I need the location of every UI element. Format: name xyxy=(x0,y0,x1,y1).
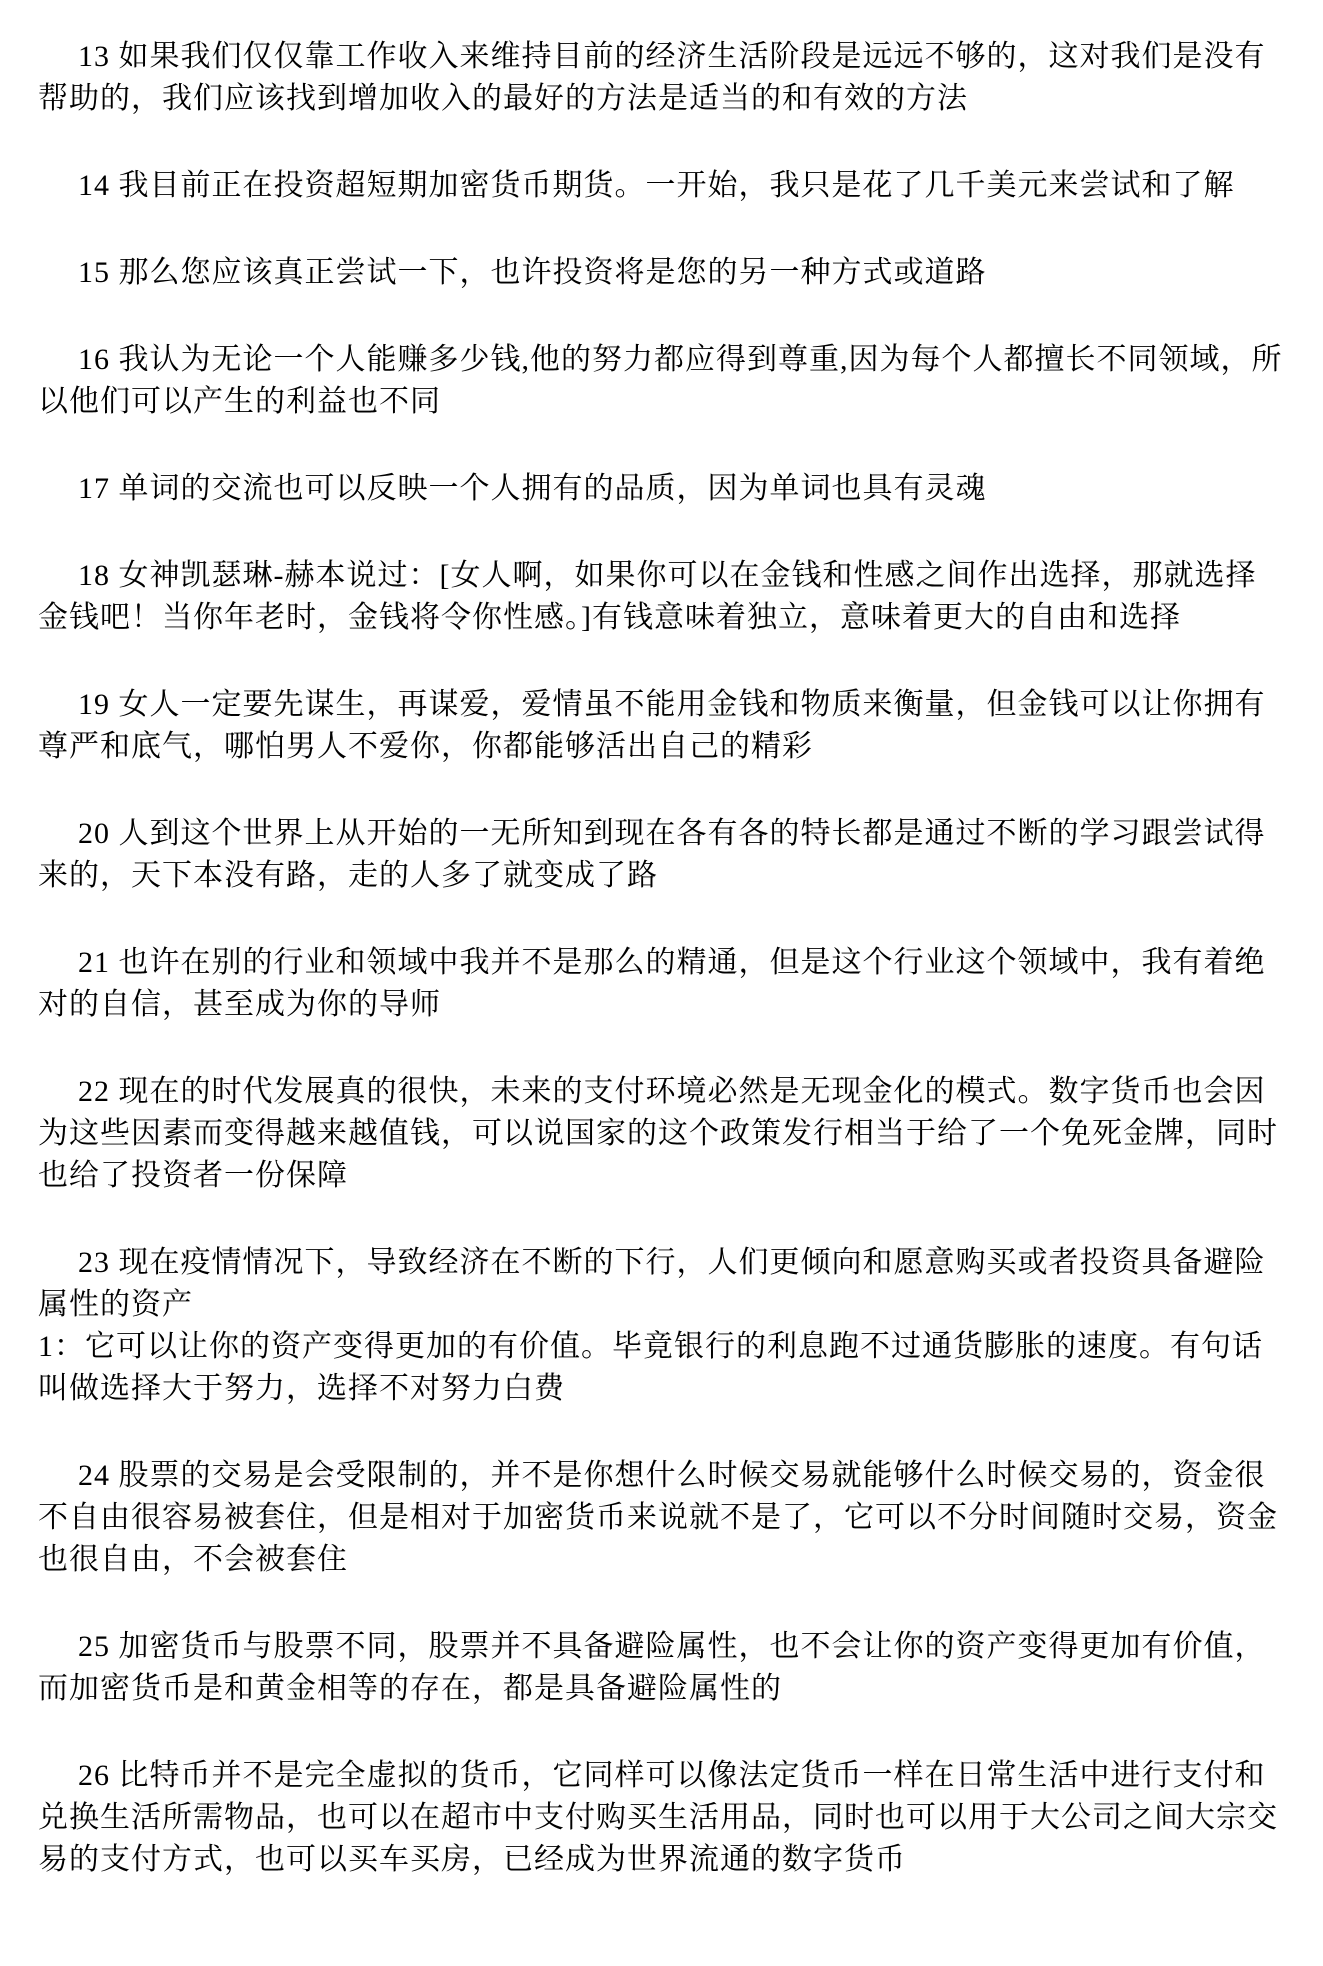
paragraph-14 xyxy=(38,165,1285,207)
paragraph-number: 15 xyxy=(78,256,110,289)
paragraph-number: 24 xyxy=(78,1459,110,1492)
paragraph-26 xyxy=(38,1755,1285,1881)
paragraph-text: 1：它可以让你的资产变得更加的有价值。毕竟银行的利息跑不过通货膨胀的速度。有句话叫做选择大于努力，选择不对努力白费 xyxy=(38,1330,1263,1405)
paragraph-number: 25 xyxy=(78,1630,110,1663)
paragraph-13 xyxy=(38,36,1285,120)
paragraph-number: 22 xyxy=(78,1075,110,1108)
paragraph-number: 18 xyxy=(78,559,110,592)
paragraph-20 xyxy=(38,813,1285,897)
paragraph-number: 21 xyxy=(78,946,110,979)
paragraph-text: 人到这个世界上从开始的一无所知到现在各有各的特长都是通过不断的学习跟尝试得来的，天下本没有路，走的人多了就变成了路 xyxy=(38,817,1266,892)
paragraph-text: 也许在别的行业和领域中我并不是那么的精通，但是这个行业这个领域中，我有着绝对的自信，甚至成为你的导师 xyxy=(38,946,1266,1021)
paragraph-19 xyxy=(38,684,1285,768)
paragraph-24 xyxy=(38,1455,1285,1581)
paragraph-text: 女人一定要先谋生，再谋爱，爱情虽不能用金钱和物质来衡量，但金钱可以让你拥有尊严和底气，哪怕男人不爱你，你都能够活出自己的精彩 xyxy=(38,688,1266,763)
paragraph-text: 我目前正在投资超短期加密货币期货。一开始，我只是花了几千美元来尝试和了解 xyxy=(118,169,1235,202)
paragraph-22 xyxy=(38,1071,1285,1197)
paragraph-number: 16 xyxy=(78,343,110,376)
paragraph-number: 26 xyxy=(78,1759,110,1792)
paragraph-18 xyxy=(38,555,1285,639)
paragraph-number: 17 xyxy=(78,472,110,505)
paragraph-number: 13 xyxy=(78,40,110,73)
paragraph-text: 比特币并不是完全虚拟的货币，它同样可以像法定货币一样在日常生活中进行支付和兑换生活所需物品，也可以在超市中支付购买生活用品，同时也可以用于大公司之间大宗交易的支付方式，也可以买车买房，已经成为世界流通的数字货币 xyxy=(38,1759,1278,1876)
paragraph-text: 股票的交易是会受限制的，并不是你想什么时候交易就能够什么时候交易的，资金很不自由很容易被套住，但是相对于加密货币来说就不是了，它可以不分时间随时交易，资金也很自由，不会被套住 xyxy=(38,1459,1278,1576)
paragraph-number: 19 xyxy=(78,688,110,721)
paragraph-15 xyxy=(38,252,1285,294)
paragraph-text: 单词的交流也可以反映一个人拥有的品质，因为单词也具有灵魂 xyxy=(118,472,987,505)
paragraph-text: 现在的时代发展真的很快，未来的支付环境必然是无现金化的模式。数字货币也会因为这些因素而变得越来越值钱，可以说国家的这个政策发行相当于给了一个免死金牌，同时也给了投资者一份保障 xyxy=(38,1075,1278,1192)
paragraph-text: 我认为无论一个人能赚多少钱,他的努力都应得到尊重,因为每个人都擅长不同领域，所以他们可以产生的利益也不同 xyxy=(38,343,1283,418)
paragraph-16 xyxy=(38,339,1285,423)
paragraph-25 xyxy=(38,1626,1285,1710)
paragraph-text: 现在疫情情况下，导致经济在不断的下行，人们更倾向和愿意购买或者投资具备避险属性的资产 xyxy=(38,1246,1266,1321)
paragraph-text: 女神凯瑟琳-赫本说过：[女人啊，如果你可以在金钱和性感之间作出选择，那就选择金钱吧！当你年老时，金钱将令你性感。]有钱意味着独立，意味着更大的自由和选择 xyxy=(38,559,1257,634)
paragraph-21 xyxy=(38,942,1285,1026)
paragraph-23 xyxy=(38,1242,1285,1326)
paragraph-text: 那么您应该真正尝试一下，也许投资将是您的另一种方式或道路 xyxy=(118,256,987,289)
paragraph-23-continuation xyxy=(38,1326,1285,1410)
paragraph-text: 加密货币与股票不同，股票并不具备避险属性，也不会让你的资产变得更加有价值，而加密货币是和黄金相等的存在，都是具备避险属性的 xyxy=(38,1630,1266,1705)
paragraph-number: 23 xyxy=(78,1246,110,1279)
paragraph-number: 20 xyxy=(78,817,110,850)
paragraph-number: 14 xyxy=(78,169,110,202)
paragraph-17 xyxy=(38,468,1285,510)
paragraph-text: 如果我们仅仅靠工作收入来维持目前的经济生活阶段是远远不够的，这对我们是没有帮助的，我们应该找到增加收入的最好的方法是适当的和有效的方法 xyxy=(38,40,1266,115)
